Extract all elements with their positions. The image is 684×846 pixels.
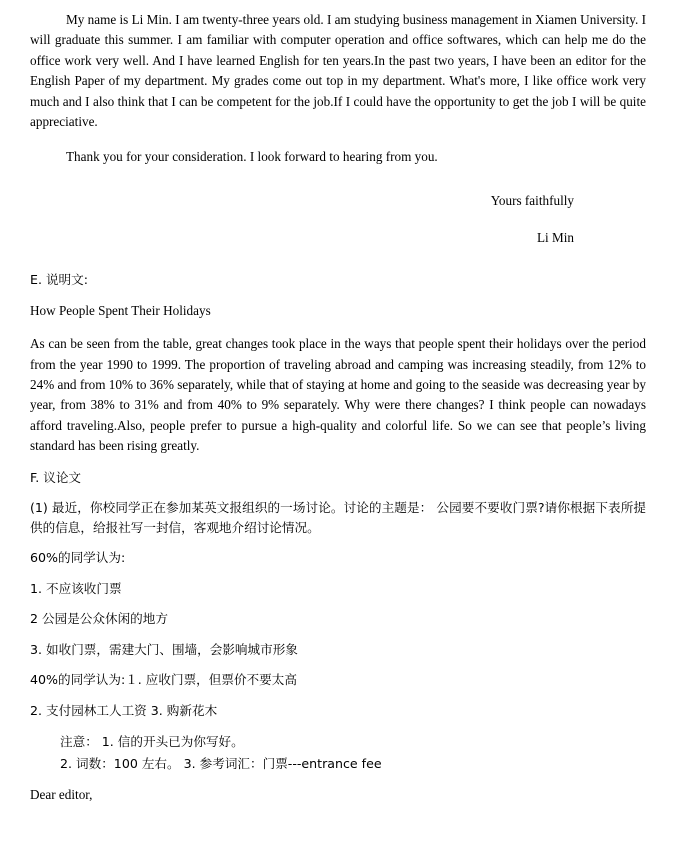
signature-name: Li Min	[537, 229, 574, 245]
opinion-60-header: 60%的同学认为:	[30, 550, 126, 566]
note-line-2: 2. 词数：100 左右。 3. 参考词汇：门票---entrance fee	[60, 755, 382, 771]
opinion-60-item-1: 1. 不应该收门票	[30, 580, 122, 596]
section-f-prompt: (1) 最近，你校同学正在参加某英文报组织的一场讨论。讨论的主题是： 公园要不要收门票?请你根据下表所提供的信息，给报社写一封信，客观地介绍讨论情况。	[30, 500, 646, 535]
signature-closing: Yours faithfully	[490, 193, 574, 209]
section-f-label: F. 议论文	[30, 469, 82, 485]
section-e-body: As can be seen from the table, great changes took place in the ways that people spent their holidays over the period from the year 1990 to 1999. The proportion of traveling abroad and camping was increasing steadily, from 12% to 24% and from 10% to 36% separately, while that of staying at home and going to the seaside was decreasing year by year, from 38% to 31% and from 40% to 9% separately. Why were there changes? I think people can nowadays afford traveling.Also, people prefer to pursue a high-quality and colorful life. So we can see that people’s living standard has been rising greatly.	[30, 336, 646, 454]
opinion-60-item-2: 2 公园是公众休闲的地方	[30, 611, 168, 627]
section-e-title: How People Spent Their Holidays	[30, 302, 211, 318]
paragraph-self-introduction: My name is Li Min. I am twenty-three years old. I am studying business management in Xiamen University. I will graduate this summer. I am familiar with computer operation and office softwares, which can help me do the office work very well. And I have learned English for ten years.In the past two years, I have been an editor for the English Paper of my department. My grades come out top in my department. What's more, I like office work very much and I also think that I can be competent for the job.If I could have the opportunity to get the job I will be quite appreciative.	[30, 12, 646, 130]
section-e-label: E. 说明文:	[30, 272, 88, 288]
notes-block	[30, 731, 646, 774]
letter-opening: Dear editor,	[30, 787, 93, 803]
note-line-1: 注意： 1. 信的开头已为你写好。	[60, 734, 244, 750]
paragraph-thanks: Thank you for your consideration. I look forward to hearing from you.	[66, 148, 438, 164]
opinion-40-item-1: 2. 支付园林工人工资 3. 购新花木	[30, 702, 218, 718]
opinion-60-item-3: 3. 如收门票，需建大门、围墙，会影响城市形象	[30, 641, 298, 657]
opinion-40-header: 40%的同学认为:１. 应收门票，但票价不要太高	[30, 672, 297, 688]
